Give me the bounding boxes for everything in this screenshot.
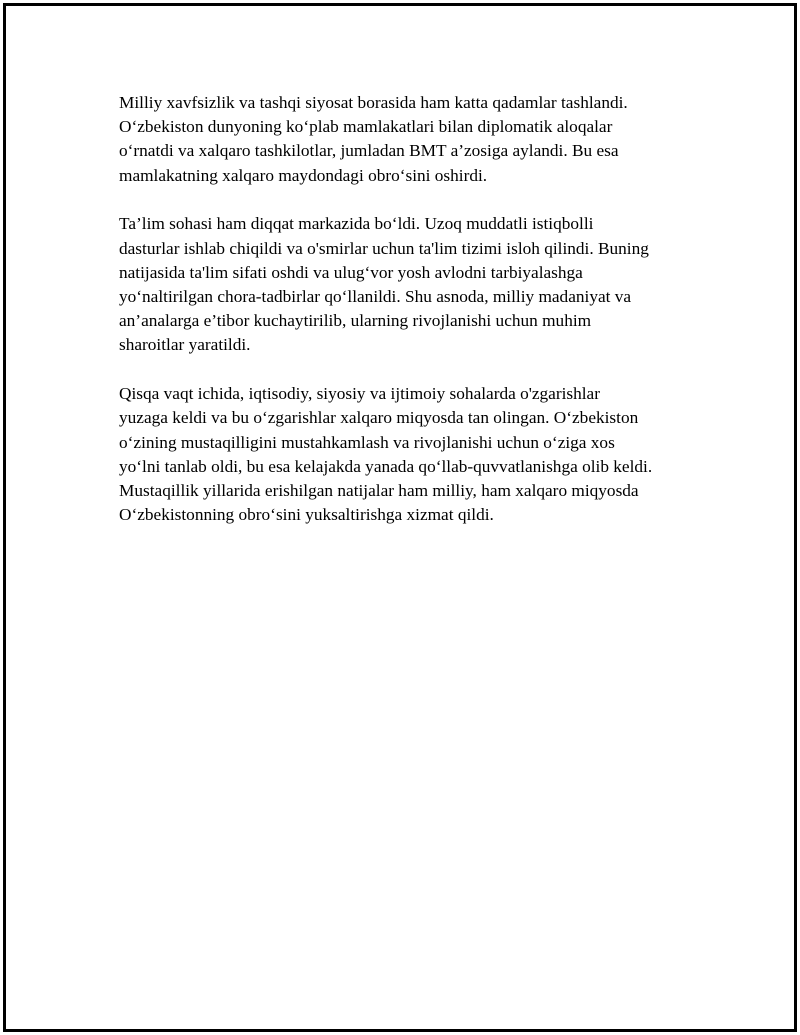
- text-line: dasturlar ishlab chiqildi va o'smirlar uchun ta'lim tizimi isloh qilindi. Buning: [119, 238, 649, 258]
- text-line: mamlakatning xalqaro maydondagi obro‘sini oshirdi.: [119, 165, 488, 185]
- text-line: Ta’lim sohasi ham diqqat markazida bo‘ldi. Uzoq muddatli istiqbolli: [119, 214, 594, 234]
- text-line: O‘zbekistonning obro‘sini yuksaltirishga xizmat qildi.: [119, 505, 494, 525]
- text-line: natijasida ta'lim sifati oshdi va ulug‘vor yosh avlodni tarbiyalashga: [119, 262, 583, 282]
- paragraph-1: [119, 91, 719, 188]
- text-line: yo‘naltirilgan chora-tadbirlar qo‘llanildi. Shu asnoda, milliy madaniyat va: [119, 287, 632, 307]
- text-line: Milliy xavfsizlik va tashqi siyosat borasida ham katta qadamlar tashlandi.: [119, 93, 628, 112]
- text-line: sharoitlar yaratildi.: [119, 335, 251, 355]
- text-line: yo‘lni tanlab oldi, bu esa kelajakda yanada qo‘llab-quvvatlanishga olib keldi.: [119, 456, 653, 476]
- document-body: [119, 91, 719, 552]
- text-line: o‘zining mustaqilligini mustahkamlash va rivojlanishi uchun o‘ziga xos: [119, 432, 615, 452]
- text-line: an’analarga e’tibor kuchaytirilib, ularning rivojlanishi uchun muhim: [119, 311, 592, 331]
- paragraph-3: [119, 382, 719, 527]
- text-line: Mustaqillik yillarida erishilgan natijalar ham milliy, ham xalqaro miqyosda: [119, 481, 639, 501]
- text-line: Qisqa vaqt ichida, iqtisodiy, siyosiy va ijtimoiy sohalarda o'zgarishlar: [119, 384, 600, 404]
- text-line: O‘zbekiston dunyoning ko‘plab mamlakatlari bilan diplomatik aloqalar: [119, 117, 613, 137]
- text-line: o‘rnatdi va xalqaro tashkilotlar, jumladan BMT a’zosiga aylandi. Bu esa: [119, 141, 619, 161]
- text-line: yuzaga keldi va bu o‘zgarishlar xalqaro miqyosda tan olingan. O‘zbekiston: [119, 408, 639, 428]
- paragraph-2: [119, 212, 719, 357]
